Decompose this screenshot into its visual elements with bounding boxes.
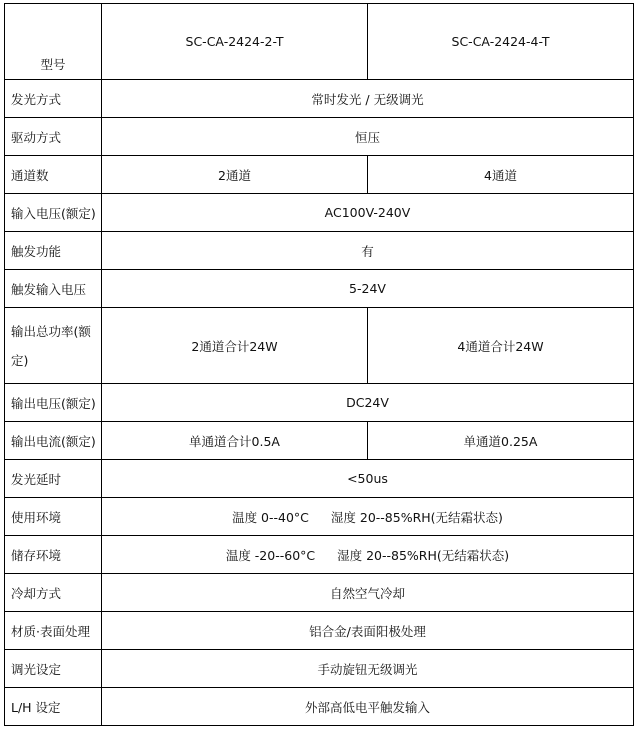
row-value — [102, 498, 634, 536]
row-value — [102, 536, 634, 574]
humidity-range: 湿度 20--85%RH(无结霜状态) — [337, 547, 510, 563]
row-label: 材质·表面处理 — [5, 612, 102, 650]
row-label: L/H 设定 — [5, 688, 102, 726]
row-label: 触发功能 — [5, 232, 102, 270]
row-value: 铝合金/表面阳极处理 — [102, 612, 634, 650]
table-row — [5, 422, 634, 460]
row-value: 手动旋钮无级调光 — [102, 650, 634, 688]
row-value: 常时发光 / 无级调光 — [102, 80, 634, 118]
row-label: 输入电压(额定) — [5, 194, 102, 232]
row-label: 触发输入电压 — [5, 270, 102, 308]
table-row — [5, 156, 634, 194]
temp-range: 温度 -20--60°C — [225, 547, 316, 563]
row-label: 冷却方式 — [5, 574, 102, 612]
table-row — [5, 232, 634, 270]
row-value: 外部高低电平触发输入 — [102, 688, 634, 726]
row-label: 发光方式 — [5, 80, 102, 118]
row-label: 调光设定 — [5, 650, 102, 688]
row-label: 储存环境 — [5, 536, 102, 574]
table-row — [5, 308, 634, 384]
model-a: SC-CA-2424-2-T — [102, 4, 368, 80]
model-label: 型号 — [5, 4, 102, 80]
row-value: 5-24V — [102, 270, 634, 308]
row-value: 恒压 — [102, 118, 634, 156]
row-value: DC24V — [102, 384, 634, 422]
row-label: 使用环境 — [5, 498, 102, 536]
row-value: AC100V-240V — [102, 194, 634, 232]
table-row — [5, 498, 634, 536]
table-row — [5, 194, 634, 232]
header-row — [5, 4, 634, 80]
row-label: 驱动方式 — [5, 118, 102, 156]
row-value: 有 — [102, 232, 634, 270]
row-value: 自然空气冷却 — [102, 574, 634, 612]
table-row — [5, 574, 634, 612]
table-row — [5, 650, 634, 688]
row-label: 输出电流(额定) — [5, 422, 102, 460]
model-b: SC-CA-2424-4-T — [368, 4, 634, 80]
row-label: 发光延时 — [5, 460, 102, 498]
humidity-range: 湿度 20--85%RH(无结霜状态) — [330, 509, 503, 525]
row-value-a: 2通道 — [102, 156, 368, 194]
row-label: 通道数 — [5, 156, 102, 194]
row-value-a: 2通道合计24W — [102, 308, 368, 384]
table-row — [5, 536, 634, 574]
row-value-b: 4通道合计24W — [368, 308, 634, 384]
row-label: 输出总功率(额定) — [5, 308, 102, 384]
table-row — [5, 80, 634, 118]
temp-range: 温度 0--40°C — [232, 509, 309, 525]
table-row — [5, 270, 634, 308]
table-row — [5, 612, 634, 650]
row-label: 输出电压(额定) — [5, 384, 102, 422]
row-value-b: 4通道 — [368, 156, 634, 194]
table-row — [5, 384, 634, 422]
table-row — [5, 118, 634, 156]
spec-table — [4, 3, 634, 726]
table-row — [5, 688, 634, 726]
row-value: <50us — [102, 460, 634, 498]
table-row — [5, 460, 634, 498]
row-value-a: 单通道合计0.5A — [102, 422, 368, 460]
row-value-b: 单通道0.25A — [368, 422, 634, 460]
